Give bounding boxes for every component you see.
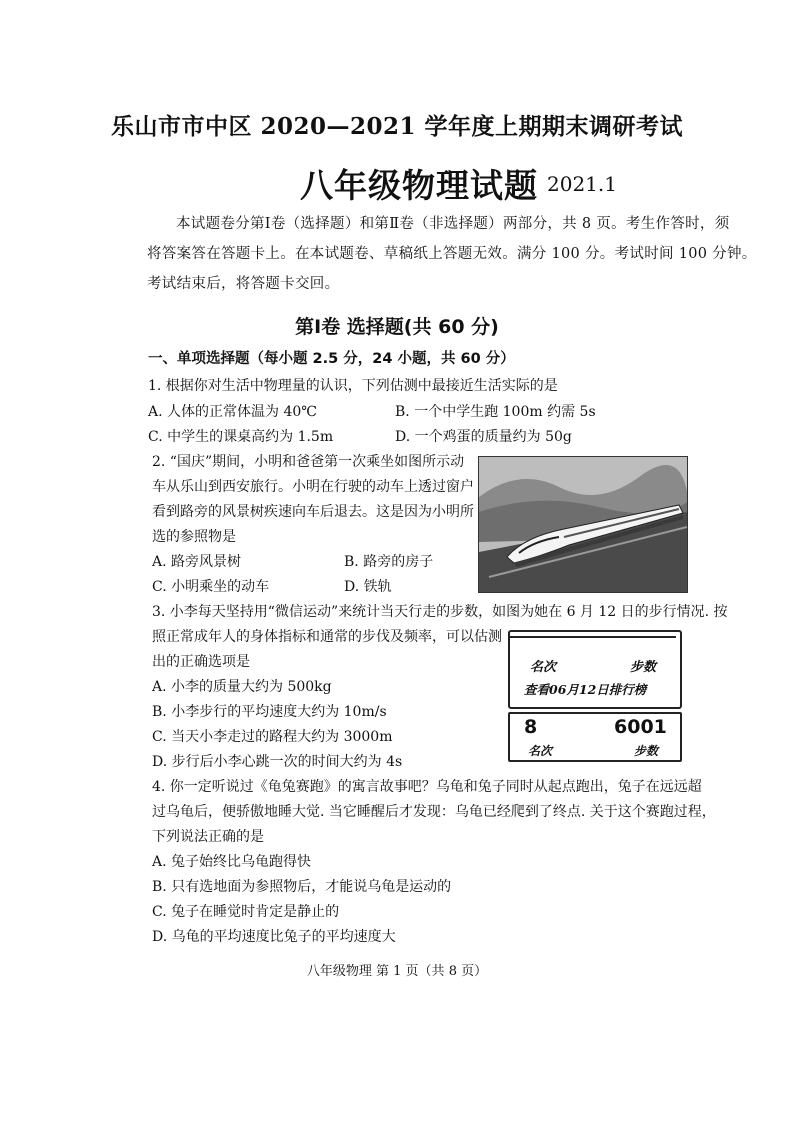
rank-value: 8 [524, 716, 538, 738]
intro-line-1: 本试题卷分第Ⅰ卷（选择题）和第Ⅱ卷（非选择题）两部分，共 8 页。考生作答时，须 [176, 216, 730, 232]
exam-date: 2021.1 [547, 172, 617, 196]
q3-option-c: C. 当天小李走过的路程大约为 3000m [152, 729, 393, 745]
part-title: 一、单项选择题（每小题 2.5 分，24 小题，共 60 分） [148, 351, 515, 367]
q4-option-d: D. 乌龟的平均速度比兔子的平均速度大 [152, 929, 396, 945]
q4-line-3: 下列说法正确的是 [152, 829, 264, 845]
q4-option-c: C. 兔子在睡觉时肯定是静止的 [152, 904, 340, 920]
q3-line-3: 出的正确选项是 [152, 654, 250, 670]
steps-value: 6001 [614, 716, 667, 738]
rank-label: 名次 [530, 660, 557, 675]
q4-option-a: A. 兔子始终比乌龟跑得快 [152, 854, 312, 870]
q3-line-2: 照正常成年人的身体指标和通常的步伐及频率，可以估测 [152, 629, 502, 645]
page-footer: 八年级物理 第 1 页（共 8 页） [306, 964, 488, 979]
q3-option-d: D. 步行后小李心跳一次的时间大约为 4s [152, 754, 403, 770]
section-title: 第Ⅰ卷 选择题(共 60 分) [295, 316, 499, 338]
rank-label-bottom: 名次 [528, 744, 553, 758]
intro-line-3: 考试结束后，将答题卡交回。 [147, 276, 340, 292]
q2-line-1: 2. “国庆”期间，小明和爸爸第一次乘坐如图所示动 [152, 454, 465, 470]
intro-line-2: 将答案答在答题卡上。在本试题卷、草稿纸上答题无效。满分 100 分。考试时间 100 分钟。 [147, 246, 757, 262]
q2-option-b: B. 路旁的房子 [344, 554, 434, 570]
q1-option-c: C. 中学生的课桌高约为 1.5m [148, 429, 334, 445]
step-result-card [508, 712, 682, 762]
steps-label-bottom: 步数 [634, 744, 659, 758]
q1-stem: 1. 根据你对生活中物理量的认识，下列估测中最接近生活实际的是 [148, 378, 558, 394]
q4-option-b: B. 只有选地面为参照物后，才能说乌龟是运动的 [152, 879, 452, 895]
q1-option-b: B. 一个中学生跑 100m 约需 5s [395, 404, 596, 420]
q1-option-d: D. 一个鸡蛋的质量约为 50g [395, 429, 572, 445]
step-leaderboard-card [508, 630, 682, 709]
q3-line-1: 3. 小李每天坚持用“微信运动”来统计当天行走的步数，如图为她在 6 月 12 日的步行情况. 按 [152, 604, 728, 620]
q2-line-2: 车从乐山到西安旅行。小明在行驶的动车上透过窗户 [152, 479, 474, 495]
high-speed-train-photo [478, 456, 688, 593]
q2-option-a: A. 路旁风景树 [152, 554, 242, 570]
subject-title: 八年级物理试题 [300, 166, 538, 205]
q3-option-a: A. 小李的质量大约为 500kg [152, 679, 332, 695]
steps-label: 步数 [630, 660, 657, 675]
leaderboard-link: 查看06月12日排行榜 [524, 682, 647, 697]
q2-option-c: C. 小明乘坐的动车 [152, 579, 270, 595]
q2-option-d: D. 铁轨 [344, 579, 392, 595]
board-top-rule [510, 636, 676, 638]
q4-line-1: 4. 你一定听说过《龟兔赛跑》的寓言故事吧？乌龟和兔子同时从起点跑出，兔子在远远超 [152, 779, 702, 795]
q1-option-a: A. 人体的正常体温为 40℃ [148, 404, 317, 420]
train-illustration [479, 457, 687, 592]
q3-option-b: B. 小李步行的平均速度大约为 10m/s [152, 704, 387, 720]
q2-line-3: 看到路旁的风景树疾速向车后退去。这是因为小明所 [152, 504, 474, 520]
exam-title: 乐山市市中区 2020—2021 学年度上期期末调研考试 [110, 113, 684, 140]
q2-line-4: 选的参照物是 [152, 529, 236, 545]
q4-line-2: 过乌龟后，便骄傲地睡大觉. 当它睡醒后才发现：乌龟已经爬到了终点. 关于这个赛跑过程， [152, 804, 716, 820]
